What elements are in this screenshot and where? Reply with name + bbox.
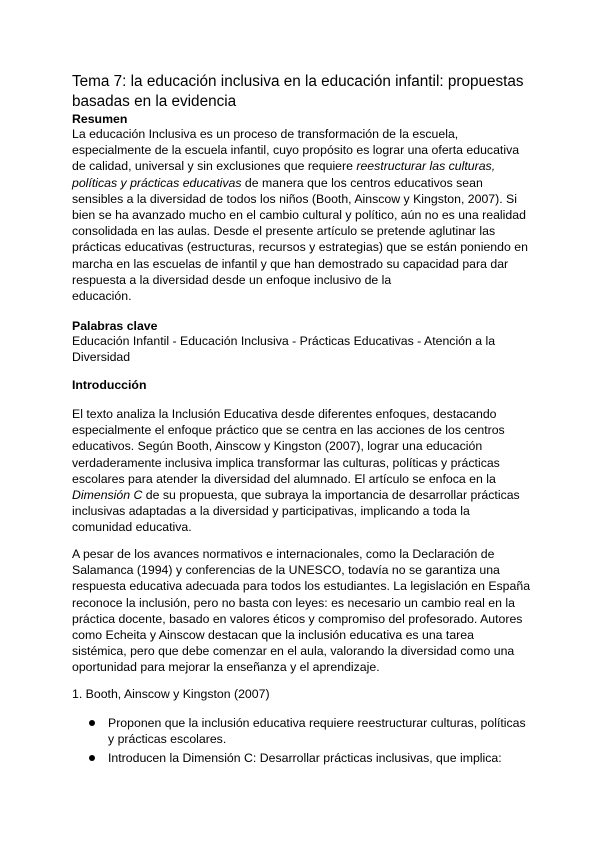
introduccion-heading: Introducción: [72, 378, 147, 392]
keywords-text: Educación Infantil - Educación Inclusiva - Prácticas Educativas - Atención a la Diversidad: [72, 334, 496, 365]
intro-paragraph-2: A pesar de los avances normativos e internacionales, como la Declaración de Salamanca (1994) y conferencias de la UNESCO, todavía no se garantiza una respuesta educativa adecuada para todos los estudiantes. La legislación en España reconoce la inclusión, pero no basta con leyes: es necesario un cambio real en la práctica docente, basado en valores éticos y compromiso del profesorado. Autores como Echeita y Ainscow destacan que la inclusión educativa es una tarea sistémica, pero que debe comenzar en el aula, valorando la diversidad como una oportunidad para mejorar la enseñanza y el aprendizaje.: [72, 547, 531, 675]
document-title: Tema 7: la educación inclusiva en la educación infantil: propuestas basadas en la evidencia: [72, 73, 524, 110]
resumen-text-c: educación.: [72, 289, 132, 304]
resumen-heading: Resumen: [72, 112, 128, 126]
resumen-text-b: de manera que los centros educativos sean sensibles a la diversidad de todos los niños (Booth, Ainscow y Kingston, 2007). Si bien se ha avanzado mucho en el cambio cultural y político, aún no es una realidad consolidada en las aulas. Desde el presente artículo se pretende aglutinar las prácticas educativas (estructuras, recursos y estrategias) que se están poniendo en marcha en las escuelas de infantil y que han demostrado su capacidad para dar respuesta a la diversidad desde un enfoque inclusivo de la: [72, 175, 528, 287]
list-item: [72, 750, 532, 766]
bullet-icon: [89, 755, 95, 761]
bullet-icon: [89, 720, 95, 726]
list-item: [72, 715, 532, 747]
list-item-text: Introducen la Dimensión C: Desarrollar prácticas inclusivas, que implica:: [108, 751, 502, 766]
keywords-heading: Palabras clave: [72, 319, 158, 333]
resumen-text-a: La educación Inclusiva es un proceso de transformación de la escuela, especialmente de la escuela infantil, cuyo propósito es lograr una oferta educativa de calidad, universal y sin exclusiones que requiere: [72, 127, 520, 174]
intro-paragraph-1: [72, 406, 532, 536]
intro-p1-text-b: de su propuesta, que subraya la importancia de desarrollar prácticas inclusivas adaptadas a la diversidad y participativas, implicando a toda la comunidad educativa.: [72, 488, 520, 535]
intro-list-heading: 1. Booth, Ainscow y Kingston (2007): [72, 687, 270, 701]
resumen-paragraph: [72, 126, 532, 304]
intro-p1-emphasis: Dimensión C: [72, 488, 143, 503]
resumen-text-emphasis: reestructurar las culturas, políticas y prácticas educativas: [72, 159, 496, 190]
intro-p1-text-a: El texto analiza la Inclusión Educativa desde diferentes enfoques, destacando especialmente el enfoque práctico que se centra en las acciones de los centros educativos. Según Booth, Ainscow y Kingston (2007), lograr una educación verdaderamente inclusiva implica transformar las culturas, políticas y prácticas escolares para atender la diversidad del alumnado. El artículo se enfoca en la: [72, 407, 505, 486]
list-item-text: Proponen que la inclusión educativa requiere reestructurar culturas, políticas y prácticas escolares.: [108, 716, 526, 747]
intro-bullet-list: [72, 715, 532, 770]
